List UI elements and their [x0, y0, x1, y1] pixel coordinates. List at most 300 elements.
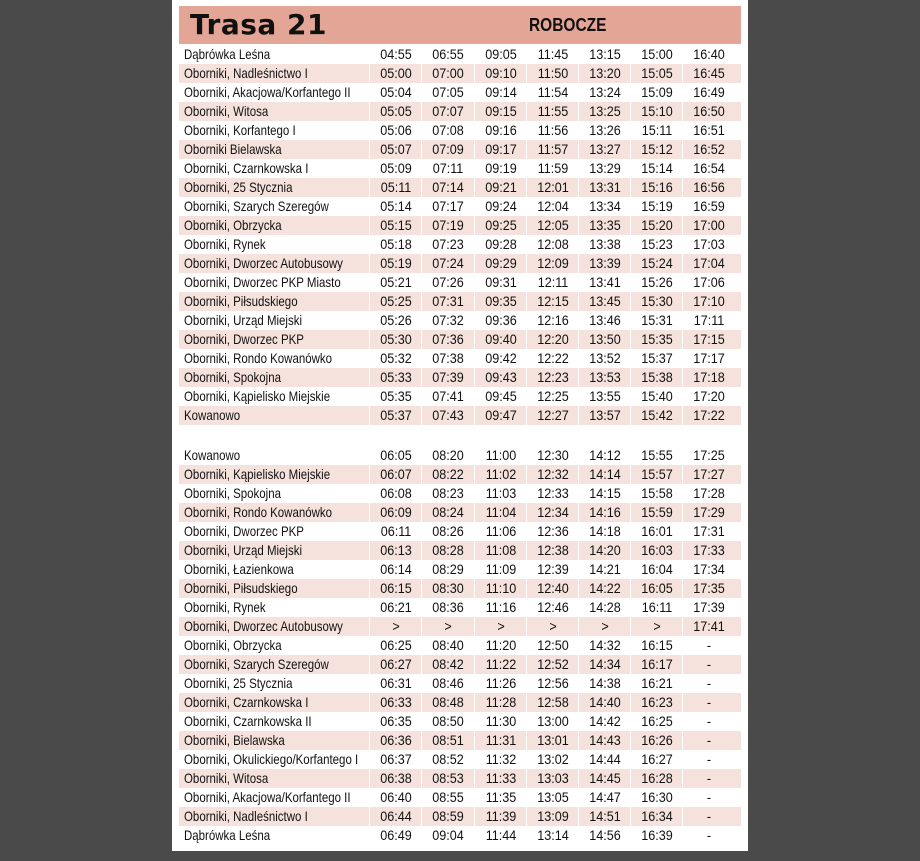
stop-name: Oborniki, Piłsudskiego: [184, 293, 298, 309]
departure-time: 05:35: [380, 388, 412, 404]
column-divider: [526, 826, 527, 845]
departure-time: 13:45: [589, 293, 621, 309]
departure-time: 12:08: [537, 236, 569, 252]
departure-time: >: [444, 618, 452, 634]
column-divider: [474, 826, 475, 845]
column-divider: [630, 349, 631, 368]
column-divider: [630, 102, 631, 121]
departure-time: 08:36: [432, 599, 464, 615]
column-divider: [421, 541, 422, 560]
departure-time: 11:00: [485, 447, 517, 463]
timetable-row: [179, 216, 741, 235]
departure-time: 13:26: [589, 122, 621, 138]
departure-time: 11:22: [485, 656, 517, 672]
departure-time: 14:43: [589, 732, 621, 748]
departure-time: 07:00: [432, 65, 464, 81]
column-divider: [526, 387, 527, 406]
column-divider: [630, 216, 631, 235]
column-divider: [474, 216, 475, 235]
column-divider: [526, 788, 527, 807]
departure-time: 05:09: [380, 160, 412, 176]
column-divider: [630, 807, 631, 826]
departure-time: 06:05: [380, 447, 412, 463]
departure-time: -: [706, 770, 712, 786]
column-divider: [578, 560, 579, 579]
column-divider: [682, 387, 683, 406]
column-divider: [578, 273, 579, 292]
column-divider: [578, 655, 579, 674]
departure-time: 11:32: [485, 751, 517, 767]
column-divider: [526, 674, 527, 693]
column-divider: [474, 254, 475, 273]
departure-time: -: [706, 713, 712, 729]
column-divider: [630, 598, 631, 617]
departure-time: 06:15: [380, 580, 412, 596]
departure-time: 09:04: [432, 827, 464, 843]
column-divider: [682, 598, 683, 617]
departure-time: 06:21: [380, 599, 412, 615]
departure-time: 13:01: [537, 732, 569, 748]
departure-time: 14:40: [589, 694, 621, 710]
column-divider: [526, 560, 527, 579]
column-divider: [682, 330, 683, 349]
column-divider: [474, 311, 475, 330]
timetable-row: [179, 159, 741, 178]
column-divider: [526, 406, 527, 425]
departure-time: 11:56: [537, 122, 569, 138]
column-divider: [369, 45, 370, 64]
column-divider: [474, 693, 475, 712]
timetable-row: [179, 541, 741, 560]
departure-time: 12:36: [537, 523, 569, 539]
column-divider: [578, 330, 579, 349]
departure-time: 17:22: [693, 407, 725, 423]
timetable-header: [179, 6, 741, 44]
column-divider: [630, 522, 631, 541]
departure-time: 11:08: [485, 542, 517, 558]
departure-time: 07:26: [432, 274, 464, 290]
timetable-row: [179, 83, 741, 102]
column-divider: [369, 292, 370, 311]
departure-time: 14:21: [589, 561, 621, 577]
departure-time: 13:03: [537, 770, 569, 786]
departure-time: 05:19: [380, 255, 412, 271]
timetable-row: [179, 655, 741, 674]
column-divider: [526, 446, 527, 465]
column-divider: [369, 406, 370, 425]
timetable-row: [179, 560, 741, 579]
departure-time: 07:14: [432, 179, 464, 195]
column-divider: [578, 349, 579, 368]
column-divider: [682, 446, 683, 465]
departure-time: 17:18: [693, 369, 725, 385]
column-divider: [630, 503, 631, 522]
column-divider: [578, 807, 579, 826]
departure-time: 13:39: [589, 255, 621, 271]
departure-time: 13:02: [537, 751, 569, 767]
stop-name: Oborniki Bielawska: [184, 141, 282, 157]
column-divider: [578, 292, 579, 311]
departure-time: 14:44: [589, 751, 621, 767]
column-divider: [682, 655, 683, 674]
stop-name: Oborniki, Dworzec PKP: [184, 331, 304, 347]
departure-time: 07:07: [432, 103, 464, 119]
column-divider: [474, 64, 475, 83]
departure-time: 07:36: [432, 331, 464, 347]
column-divider: [474, 387, 475, 406]
departure-time: 05:26: [380, 312, 412, 328]
column-divider: [369, 368, 370, 387]
stop-name: Oborniki, Obrzycka: [184, 637, 282, 653]
column-divider: [474, 349, 475, 368]
departure-time: 15:20: [641, 217, 673, 233]
departure-time: 13:14: [537, 827, 569, 843]
column-divider: [421, 197, 422, 216]
stop-name: Oborniki, Akacjowa/Korfantego II: [184, 789, 351, 805]
departure-time: 16:25: [641, 713, 673, 729]
column-divider: [474, 579, 475, 598]
column-divider: [369, 484, 370, 503]
column-divider: [578, 503, 579, 522]
column-divider: [474, 598, 475, 617]
departure-time: 09:24: [485, 198, 517, 214]
column-divider: [474, 674, 475, 693]
column-divider: [421, 693, 422, 712]
timetable-row: [179, 368, 741, 387]
departure-time: 06:25: [380, 637, 412, 653]
column-divider: [630, 541, 631, 560]
column-divider: [630, 484, 631, 503]
departure-time: 13:41: [589, 274, 621, 290]
column-divider: [369, 636, 370, 655]
column-divider: [578, 235, 579, 254]
departure-time: 14:15: [589, 485, 621, 501]
route-title: Trasa 21: [190, 8, 327, 41]
departure-time: -: [706, 789, 712, 805]
column-divider: [369, 349, 370, 368]
timetable-row: [179, 121, 741, 140]
departure-time: 05:21: [380, 274, 412, 290]
departure-time: 06:27: [380, 656, 412, 672]
column-divider: [526, 503, 527, 522]
departure-time: 11:26: [485, 675, 517, 691]
column-divider: [526, 178, 527, 197]
departure-time: -: [706, 732, 712, 748]
column-divider: [369, 503, 370, 522]
column-divider: [421, 807, 422, 826]
column-divider: [369, 311, 370, 330]
departure-time: 17:25: [693, 447, 725, 463]
column-divider: [526, 465, 527, 484]
timetable-row: [179, 102, 741, 121]
column-divider: [474, 484, 475, 503]
column-divider: [682, 368, 683, 387]
departure-time: 05:06: [380, 122, 412, 138]
timetable-row: [179, 636, 741, 655]
column-divider: [369, 731, 370, 750]
departure-time: 09:10: [485, 65, 517, 81]
column-divider: [578, 636, 579, 655]
departure-time: 17:34: [693, 561, 725, 577]
column-divider: [421, 406, 422, 425]
column-divider: [578, 826, 579, 845]
column-divider: [526, 235, 527, 254]
departure-time: >: [392, 618, 400, 634]
departure-time: 09:21: [485, 179, 517, 195]
stop-name: Oborniki, Okulickiego/Korfantego I: [184, 751, 359, 767]
column-divider: [578, 769, 579, 788]
departure-time: 15:23: [641, 236, 673, 252]
departure-time: 11:09: [485, 561, 517, 577]
departure-time: 13:53: [589, 369, 621, 385]
column-divider: [682, 178, 683, 197]
departure-time: 16:49: [693, 84, 725, 100]
departure-time: 07:19: [432, 217, 464, 233]
departure-time: >: [549, 618, 557, 634]
column-divider: [630, 45, 631, 64]
column-divider: [369, 83, 370, 102]
departure-time: 15:55: [641, 447, 673, 463]
departure-time: 13:55: [589, 388, 621, 404]
departure-time: 06:07: [380, 466, 412, 482]
timetable-row: [179, 446, 741, 465]
column-divider: [421, 484, 422, 503]
departure-time: 08:51: [432, 732, 464, 748]
departure-time: 16:45: [693, 65, 725, 81]
departure-time: 13:15: [589, 46, 621, 62]
column-divider: [526, 197, 527, 216]
departure-time: 05:11: [380, 179, 412, 195]
timetable-row: [179, 349, 741, 368]
departure-time: 09:47: [485, 407, 517, 423]
column-divider: [578, 541, 579, 560]
departure-time: -: [706, 637, 712, 653]
column-divider: [474, 503, 475, 522]
stop-name: Oborniki, Witosa: [184, 103, 269, 119]
departure-time: 11:06: [485, 523, 517, 539]
departure-time: 12:58: [537, 694, 569, 710]
column-divider: [682, 292, 683, 311]
column-divider: [421, 83, 422, 102]
timetable-row: [179, 484, 741, 503]
departure-time: 09:40: [485, 331, 517, 347]
departure-time: 16:27: [641, 751, 673, 767]
departure-time: 09:25: [485, 217, 517, 233]
departure-time: -: [706, 656, 712, 672]
column-divider: [474, 560, 475, 579]
stop-name: Oborniki, Bielawska: [184, 732, 285, 748]
departure-time: 13:27: [589, 141, 621, 157]
timetable-row: [179, 712, 741, 731]
stop-name: Oborniki, Kąpielisko Miejskie: [184, 466, 331, 482]
column-divider: [526, 693, 527, 712]
departure-time: 08:59: [432, 808, 464, 824]
departure-time: 11:28: [485, 694, 517, 710]
departure-time: 13:24: [589, 84, 621, 100]
column-divider: [682, 216, 683, 235]
column-divider: [526, 45, 527, 64]
column-divider: [474, 197, 475, 216]
departure-time: 17:06: [693, 274, 725, 290]
column-divider: [578, 693, 579, 712]
departure-time: 12:09: [537, 255, 569, 271]
departure-time: 17:27: [693, 466, 725, 482]
departure-time: 09:31: [485, 274, 517, 290]
column-divider: [369, 446, 370, 465]
departure-time: 08:23: [432, 485, 464, 501]
stop-name: Oborniki, Rynek: [184, 599, 266, 615]
departure-time: 08:53: [432, 770, 464, 786]
departure-time: -: [706, 808, 712, 824]
departure-time: -: [706, 675, 712, 691]
departure-time: >: [653, 618, 661, 634]
column-divider: [682, 750, 683, 769]
departure-time: 09:43: [485, 369, 517, 385]
column-divider: [578, 178, 579, 197]
column-divider: [682, 579, 683, 598]
column-divider: [369, 197, 370, 216]
column-divider: [474, 807, 475, 826]
column-divider: [369, 465, 370, 484]
departure-time: 15:26: [641, 274, 673, 290]
timetable-row: [179, 503, 741, 522]
departure-time: 05:25: [380, 293, 412, 309]
departure-time: 05:33: [380, 369, 412, 385]
stop-name: Oborniki, Dworzec Autobusowy: [184, 618, 343, 634]
column-divider: [578, 368, 579, 387]
departure-time: 14:34: [589, 656, 621, 672]
stop-name: Oborniki, Korfantego I: [184, 122, 296, 138]
departure-time: 07:23: [432, 236, 464, 252]
timetable-row: [179, 64, 741, 83]
departure-time: 14:38: [589, 675, 621, 691]
column-divider: [526, 807, 527, 826]
departure-time: -: [706, 694, 712, 710]
column-divider: [421, 522, 422, 541]
timetable-row: [179, 465, 741, 484]
column-divider: [474, 465, 475, 484]
departure-time: 15:24: [641, 255, 673, 271]
departure-time: 11:30: [485, 713, 517, 729]
departure-time: 13:09: [537, 808, 569, 824]
departure-time: 07:38: [432, 350, 464, 366]
column-divider: [369, 522, 370, 541]
departure-time: 08:48: [432, 694, 464, 710]
departure-time: 12:40: [537, 580, 569, 596]
column-divider: [578, 712, 579, 731]
timetable-row: [179, 579, 741, 598]
departure-time: 13:46: [589, 312, 621, 328]
column-divider: [474, 655, 475, 674]
departure-time: 09:28: [485, 236, 517, 252]
column-divider: [369, 178, 370, 197]
departure-time: 14:12: [589, 447, 621, 463]
column-divider: [474, 522, 475, 541]
departure-time: 06:13: [380, 542, 412, 558]
departure-time: 14:45: [589, 770, 621, 786]
stop-name: Oborniki, Szarych Szeregów: [184, 656, 329, 672]
column-divider: [369, 617, 370, 636]
departure-time: 06:35: [380, 713, 412, 729]
departure-time: 07:41: [432, 388, 464, 404]
column-divider: [630, 368, 631, 387]
departure-time: 08:55: [432, 789, 464, 805]
column-divider: [526, 731, 527, 750]
departure-time: 12:30: [537, 447, 569, 463]
column-divider: [630, 330, 631, 349]
timetable-row: [179, 750, 741, 769]
departure-time: 13:00: [537, 713, 569, 729]
column-divider: [474, 731, 475, 750]
stop-name: Kowanowo: [184, 407, 241, 423]
departure-time: 14:20: [589, 542, 621, 558]
column-divider: [369, 159, 370, 178]
column-divider: [526, 64, 527, 83]
column-divider: [682, 406, 683, 425]
departure-time: 09:29: [485, 255, 517, 271]
column-divider: [421, 140, 422, 159]
departure-time: 12:39: [537, 561, 569, 577]
column-divider: [369, 273, 370, 292]
departure-time: 09:42: [485, 350, 517, 366]
departure-time: 15:19: [641, 198, 673, 214]
departure-time: 05:15: [380, 217, 412, 233]
departure-time: 06:40: [380, 789, 412, 805]
column-divider: [526, 311, 527, 330]
departure-time: 05:18: [380, 236, 412, 252]
column-divider: [474, 83, 475, 102]
column-divider: [630, 235, 631, 254]
stop-name: Oborniki, Rondo Kowanówko: [184, 504, 333, 520]
day-type-label: ROBOCZE: [529, 15, 607, 35]
departure-time: 06:09: [380, 504, 412, 520]
departure-time: 17:35: [693, 580, 725, 596]
column-divider: [630, 197, 631, 216]
departure-time: -: [706, 751, 712, 767]
departure-time: 17:00: [693, 217, 725, 233]
departure-time: 08:20: [432, 447, 464, 463]
column-divider: [421, 731, 422, 750]
departure-time: 17:17: [693, 350, 725, 366]
stop-name: Oborniki, 25 Stycznia: [184, 675, 293, 691]
column-divider: [421, 311, 422, 330]
column-divider: [526, 579, 527, 598]
departure-time: 12:04: [537, 198, 569, 214]
departure-time: 17:04: [693, 255, 725, 271]
column-divider: [578, 484, 579, 503]
column-divider: [578, 465, 579, 484]
timetable-sheet: [172, 0, 748, 851]
departure-time: 16:51: [693, 122, 725, 138]
departure-time: 16:26: [641, 732, 673, 748]
departure-time: 11:57: [537, 141, 569, 157]
departure-time: 12:22: [537, 350, 569, 366]
column-divider: [578, 674, 579, 693]
departure-time: 12:46: [537, 599, 569, 615]
column-divider: [682, 45, 683, 64]
departure-time: 14:16: [589, 504, 621, 520]
departure-time: 09:17: [485, 141, 517, 157]
column-divider: [369, 693, 370, 712]
column-divider: [682, 159, 683, 178]
column-divider: [474, 446, 475, 465]
column-divider: [578, 83, 579, 102]
departure-time: 15:12: [641, 141, 673, 157]
departure-time: 15:58: [641, 485, 673, 501]
departure-time: 16:01: [641, 523, 673, 539]
departure-time: 07:05: [432, 84, 464, 100]
column-divider: [578, 311, 579, 330]
